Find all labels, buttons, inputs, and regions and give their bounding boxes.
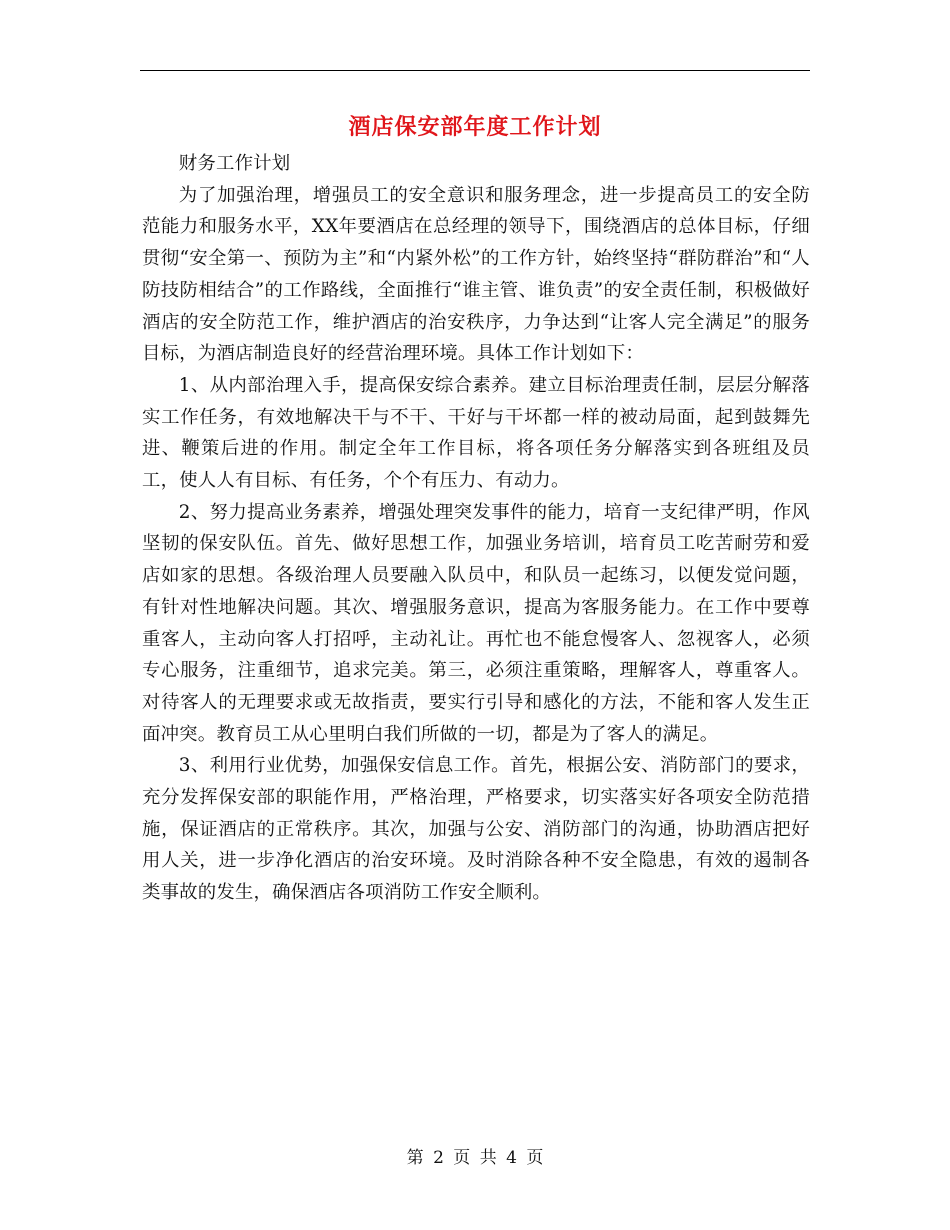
document-title: 酒店保安部年度工作计划 (348, 114, 602, 140)
section-heading: 财务工作计划 (178, 153, 291, 174)
plan-item-3: 3、利用行业优势，加强保安信息工作。首先，根据公安、消防部门的要求，充分发挥保安部的职能作用，严格治理，严格要求，切实落实好各项安全防范措施，保证酒店的正常秩序。其次，加强与公安、消防部门的沟通，协助酒店把好用人关，进一步净化酒店的治安环境。及时消除各种不安全隐患，有效的遏制各类事故的发生，确保酒店各项消防工作安全顺利。 (142, 755, 810, 904)
plan-item-1: 1、从内部治理入手，提高保安综合素养。建立目标治理责任制，层层分解落实工作任务，有效地解决干与不干、干好与干坏都一样的被动局面，起到鼓舞先进、鞭策后进的作用。制定全年工作目标，将各项任务分解落实到各班组及员工，使人人有目标、有任务，个个有压力、有动力。 (142, 374, 810, 492)
plan-item-2: 2、努力提高业务素养，增强处理突发事件的能力，培育一支纪律严明，作风坚韧的保安队伍。首先、做好思想工作，加强业务培训，培育员工吃苦耐劳和爱店如家的思想。各级治理人员要融入队员中，和队员一起练习，以便发觉问题，有针对性地解决问题。其次、增强服务意识，提高为客服务能力。在工作中要尊重客人，主动向客人打招呼，主动礼让。再忙也不能怠慢客人、忽视客人，必须专心服务，注重细节，追求完美。第三，必须注重策略，理解客人，尊重客人。对待客人的无理要求或无故指责，要实行引导和感化的方法，不能和客人发生正面冲突。教育员工从心里明白我们所做的一切，都是为了客人的满足。 (142, 501, 810, 745)
page-number: 第 2 页 共 4 页 (406, 1148, 544, 1168)
intro-paragraph: 为了加强治理，增强员工的安全意识和服务理念，进一步提高员工的安全防范能力和服务水平，XX年要酒店在总经理的领导下，围绕酒店的总体目标，仔细贯彻“安全第一、预防为主”和“内紧外松”的工作方针，始终坚持“群防群治”和“人防技防相结合”的工作路线，全面推行“谁主管、谁负责”的安全责任制，积极做好酒店的安全防范工作，维护酒店的治安秩序，力争达到“让客人完全满足”的服务目标，为酒店制造良好的经营治理环境。具体工作计划如下： (142, 184, 810, 365)
document-body (142, 148, 810, 909)
header-rule (140, 70, 810, 71)
